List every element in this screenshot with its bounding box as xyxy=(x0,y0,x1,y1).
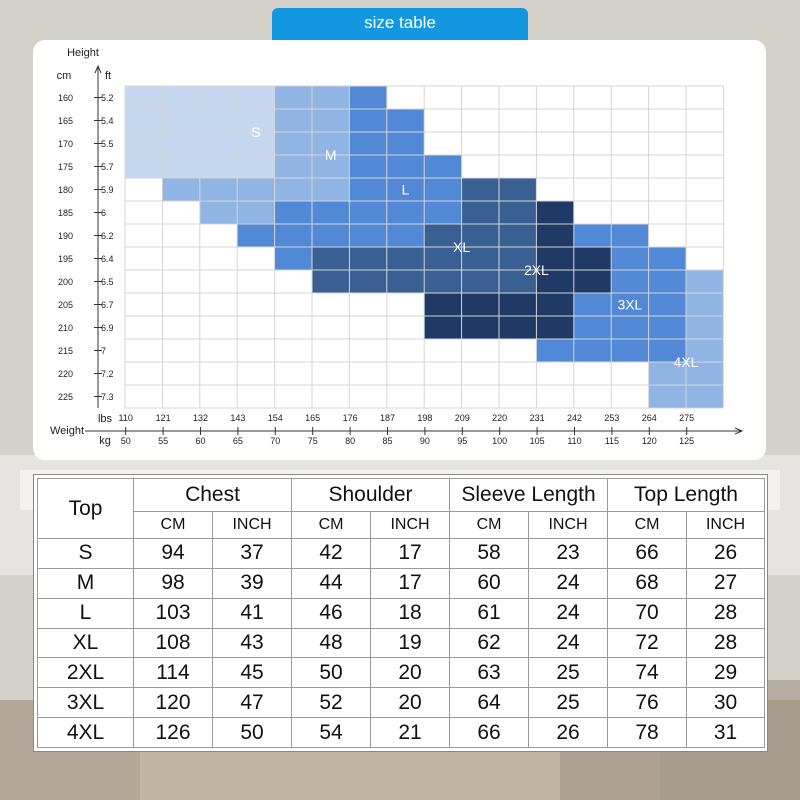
x-tick-label-kg: 125 xyxy=(679,436,695,446)
table-cell: 58 xyxy=(450,539,529,569)
region-cell-4xl xyxy=(686,316,723,339)
sleeve-cm-header: CM xyxy=(450,512,529,539)
region-cell-3xl xyxy=(611,247,648,270)
y-tick-label-cm: 185 xyxy=(57,208,73,218)
region-cell-2xl xyxy=(536,224,573,247)
region-cell-3xl xyxy=(574,316,611,339)
y-tick-label-ft: 6 xyxy=(101,208,107,218)
region-cell-m xyxy=(312,86,349,109)
table-cell: 27 xyxy=(687,568,765,598)
table-cell: 74 xyxy=(608,658,687,688)
table-cell: 78 xyxy=(608,718,687,748)
region-cell-l xyxy=(349,132,386,155)
table-cell: 25 xyxy=(529,658,608,688)
y-tick-label-ft: 7.2 xyxy=(101,369,114,379)
region-cell-3xl xyxy=(611,270,648,293)
x-tick-label-lbs: 143 xyxy=(230,413,246,423)
x-tick-label-kg: 120 xyxy=(641,436,657,446)
table-row xyxy=(38,598,765,628)
top-header: Top xyxy=(38,479,134,539)
region-cell-4xl xyxy=(649,385,686,408)
table-cell: 46 xyxy=(292,598,371,628)
table-cell: 41 xyxy=(213,598,292,628)
region-cell-4xl xyxy=(686,385,723,408)
region-cell-l xyxy=(275,224,312,247)
x-tick-label-lbs: 154 xyxy=(267,413,283,423)
region-cell-l xyxy=(387,155,424,178)
region-cell-m xyxy=(275,178,312,201)
region-cell-4xl xyxy=(686,270,723,293)
row-size-label: 3XL xyxy=(38,688,134,718)
table-cell: 66 xyxy=(608,539,687,569)
region-cell-l xyxy=(349,155,386,178)
region-cell-2xl xyxy=(574,270,611,293)
region-cell-2xl xyxy=(499,293,536,316)
row-size-label: L xyxy=(38,598,134,628)
region-cell-s xyxy=(162,86,199,109)
table-cell: 126 xyxy=(134,718,213,748)
y-tick-label-cm: 190 xyxy=(57,231,73,241)
table-row xyxy=(38,568,765,598)
table-cell: 24 xyxy=(529,628,608,658)
size-table-banner: size table xyxy=(272,8,528,40)
y-tick-label-cm: 200 xyxy=(57,277,73,287)
region-cell-2xl xyxy=(536,316,573,339)
table-cell: 48 xyxy=(292,628,371,658)
x-axis-unit-kg: kg xyxy=(99,435,111,447)
y-tick-label-cm: 225 xyxy=(57,392,73,402)
y-axis-unit-ft: ft xyxy=(104,70,112,82)
x-tick-label-kg: 95 xyxy=(457,436,468,446)
x-tick-label-lbs: 220 xyxy=(492,413,508,423)
y-tick-label-cm: 205 xyxy=(57,300,73,310)
size-label-4xl: 4XL xyxy=(673,354,699,370)
table-cell: 17 xyxy=(371,568,450,598)
y-tick-label-ft: 5.9 xyxy=(101,185,114,195)
y-tick-label-cm: 175 xyxy=(57,162,73,172)
region-cell-2xl xyxy=(424,293,461,316)
table-cell: 30 xyxy=(687,688,765,718)
region-cell-2xl xyxy=(424,316,461,339)
y-tick-label-ft: 7.3 xyxy=(101,392,114,402)
table-cell: 29 xyxy=(687,658,765,688)
y-tick-label-cm: 215 xyxy=(57,346,73,356)
region-cell-xl xyxy=(349,247,386,270)
y-tick-label-ft: 6.7 xyxy=(101,300,114,310)
region-cell-xl xyxy=(462,270,499,293)
table-cell: 64 xyxy=(450,688,529,718)
chest-cm-header: CM xyxy=(134,512,213,539)
region-cell-3xl xyxy=(574,293,611,316)
table-cell: 52 xyxy=(292,688,371,718)
region-cell-s xyxy=(237,86,274,109)
x-tick-label-lbs: 253 xyxy=(604,413,620,423)
region-cell-m xyxy=(312,178,349,201)
sleeve-length-header: Sleeve Length xyxy=(450,479,608,512)
region-cell-m xyxy=(162,178,199,201)
y-tick-label-ft: 5.4 xyxy=(101,116,114,126)
region-cell-m xyxy=(312,109,349,132)
y-tick-label-cm: 165 xyxy=(57,116,73,126)
table-cell: 43 xyxy=(213,628,292,658)
region-cell-s xyxy=(125,132,162,155)
table-cell: 31 xyxy=(687,718,765,748)
region-cell-s xyxy=(162,109,199,132)
region-cell-s xyxy=(200,155,237,178)
region-cell-2xl xyxy=(574,247,611,270)
table-cell: 50 xyxy=(213,718,292,748)
size-label-l: L xyxy=(401,181,410,198)
region-cell-l xyxy=(349,178,386,201)
region-cell-3xl xyxy=(649,270,686,293)
row-size-label: S xyxy=(38,539,134,569)
x-tick-label-kg: 70 xyxy=(270,436,281,446)
table-cell: 20 xyxy=(371,688,450,718)
x-tick-label-kg: 55 xyxy=(158,436,169,446)
table-cell: 63 xyxy=(450,658,529,688)
table-cell: 24 xyxy=(529,568,608,598)
x-tick-label-lbs: 176 xyxy=(342,413,358,423)
x-tick-label-lbs: 242 xyxy=(566,413,583,423)
region-cell-3xl xyxy=(649,247,686,270)
table-cell: 39 xyxy=(213,568,292,598)
region-cell-s xyxy=(162,132,199,155)
table-cell: 108 xyxy=(134,628,213,658)
size-label-m: M xyxy=(324,147,337,163)
region-cell-3xl xyxy=(611,224,648,247)
region-cell-m xyxy=(275,86,312,109)
table-cell: 28 xyxy=(687,628,765,658)
table-row xyxy=(38,658,765,688)
row-size-label: XL xyxy=(38,628,134,658)
region-cell-3xl xyxy=(536,339,573,362)
region-cell-l xyxy=(275,247,312,270)
x-tick-label-kg: 60 xyxy=(195,436,206,446)
table-cell: 23 xyxy=(529,539,608,569)
region-cell-l xyxy=(349,224,386,247)
table-cell: 76 xyxy=(608,688,687,718)
row-size-label: 2XL xyxy=(38,658,134,688)
region-cell-xl xyxy=(462,178,499,201)
table-row xyxy=(38,539,765,569)
x-tick-label-kg: 85 xyxy=(382,436,393,446)
region-cell-xl xyxy=(312,270,349,293)
region-cell-xl xyxy=(499,178,536,201)
size-label-3xl: 3XL xyxy=(617,296,643,313)
region-cell-l xyxy=(424,155,461,178)
region-cell-m xyxy=(237,178,274,201)
region-cell-3xl xyxy=(649,316,686,339)
region-cell-s xyxy=(125,155,162,178)
y-tick-label-ft: 6.9 xyxy=(101,323,114,333)
table-cell: 68 xyxy=(608,568,687,598)
y-tick-label-ft: 6.5 xyxy=(101,277,114,287)
table-cell: 54 xyxy=(292,718,371,748)
size-label-s: S xyxy=(251,124,261,140)
table-cell: 103 xyxy=(134,598,213,628)
shoulder-header: Shoulder xyxy=(292,479,450,512)
x-tick-label-kg: 65 xyxy=(232,436,243,446)
region-cell-m xyxy=(275,155,312,178)
x-tick-label-kg: 50 xyxy=(120,436,131,446)
size-chart xyxy=(33,40,766,460)
region-cell-s xyxy=(200,86,237,109)
region-cell-xl xyxy=(462,201,499,224)
chest-inch-header: INCH xyxy=(213,512,292,539)
y-tick-label-cm: 210 xyxy=(57,323,73,333)
y-tick-label-ft: 5.2 xyxy=(101,93,114,103)
region-cell-l xyxy=(387,132,424,155)
region-cell-l xyxy=(349,201,386,224)
size-table-card xyxy=(33,474,768,752)
size-table xyxy=(37,478,765,748)
y-tick-label-ft: 7 xyxy=(101,346,107,356)
region-cell-3xl xyxy=(574,339,611,362)
size-label-2xl: 2XL xyxy=(523,262,549,278)
region-cell-s xyxy=(125,109,162,132)
region-cell-xl xyxy=(387,247,424,270)
y-axis-unit-cm: cm xyxy=(56,70,72,82)
x-tick-label-kg: 110 xyxy=(567,436,582,446)
table-cell: 62 xyxy=(450,628,529,658)
shoulder-cm-header: CM xyxy=(292,512,371,539)
region-cell-2xl xyxy=(462,316,499,339)
table-cell: 17 xyxy=(371,539,450,569)
region-cell-m xyxy=(237,201,274,224)
table-row xyxy=(38,718,765,748)
y-tick-label-ft: 5.7 xyxy=(101,162,114,172)
table-cell: 47 xyxy=(213,688,292,718)
table-cell: 26 xyxy=(687,539,765,569)
table-row xyxy=(38,688,765,718)
x-tick-label-kg: 90 xyxy=(419,436,430,446)
region-cell-2xl xyxy=(462,293,499,316)
table-cell: 94 xyxy=(134,539,213,569)
region-cell-m xyxy=(275,132,312,155)
x-tick-label-lbs: 209 xyxy=(454,413,470,423)
x-tick-label-kg: 115 xyxy=(604,436,620,446)
region-cell-3xl xyxy=(574,224,611,247)
table-cell: 60 xyxy=(450,568,529,598)
x-tick-label-lbs: 198 xyxy=(417,413,433,423)
region-cell-s xyxy=(200,109,237,132)
region-cell-l xyxy=(387,224,424,247)
table-cell: 42 xyxy=(292,539,371,569)
y-tick-label-ft: 6.2 xyxy=(101,231,114,241)
row-size-label: M xyxy=(38,568,134,598)
y-tick-label-cm: 170 xyxy=(57,139,73,149)
table-cell: 18 xyxy=(371,598,450,628)
region-cell-l xyxy=(387,109,424,132)
chest-header: Chest xyxy=(134,479,292,512)
region-cell-m xyxy=(275,109,312,132)
table-row xyxy=(38,628,765,658)
table-cell: 25 xyxy=(529,688,608,718)
table-cell: 24 xyxy=(529,598,608,628)
region-cell-m xyxy=(200,178,237,201)
x-tick-label-lbs: 165 xyxy=(305,413,321,423)
x-tick-label-kg: 105 xyxy=(529,436,545,446)
x-tick-label-lbs: 275 xyxy=(679,413,695,423)
region-cell-l xyxy=(387,201,424,224)
region-cell-xl xyxy=(312,247,349,270)
table-cell: 19 xyxy=(371,628,450,658)
region-cell-xl xyxy=(499,224,536,247)
region-cell-xl xyxy=(349,270,386,293)
region-cell-l xyxy=(424,201,461,224)
table-cell: 20 xyxy=(371,658,450,688)
table-cell: 114 xyxy=(134,658,213,688)
table-cell: 45 xyxy=(213,658,292,688)
table-cell: 28 xyxy=(687,598,765,628)
region-cell-l xyxy=(424,178,461,201)
region-cell-2xl xyxy=(499,316,536,339)
region-cell-s xyxy=(125,86,162,109)
table-cell: 98 xyxy=(134,568,213,598)
table-cell: 66 xyxy=(450,718,529,748)
region-cell-xl xyxy=(424,270,461,293)
table-cell: 72 xyxy=(608,628,687,658)
region-cell-l xyxy=(312,224,349,247)
top-length-header: Top Length xyxy=(608,479,765,512)
region-cell-s xyxy=(200,132,237,155)
y-tick-label-cm: 220 xyxy=(57,369,73,379)
region-cell-xl xyxy=(387,270,424,293)
table-cell: 70 xyxy=(608,598,687,628)
x-tick-label-lbs: 187 xyxy=(379,413,396,423)
table-cell: 37 xyxy=(213,539,292,569)
x-tick-label-lbs: 121 xyxy=(155,413,171,423)
x-tick-label-lbs: 132 xyxy=(192,413,209,423)
y-tick-label-ft: 5.5 xyxy=(101,139,114,149)
sleeve-inch-header: INCH xyxy=(529,512,608,539)
region-cell-3xl xyxy=(611,316,648,339)
top-length-inch-header: INCH xyxy=(687,512,765,539)
region-cell-m xyxy=(200,201,237,224)
shoulder-inch-header: INCH xyxy=(371,512,450,539)
x-tick-label-kg: 100 xyxy=(492,436,508,446)
size-label-xl: XL xyxy=(453,239,471,255)
y-tick-label-cm: 195 xyxy=(57,254,73,264)
region-cell-2xl xyxy=(536,293,573,316)
table-cell: 44 xyxy=(292,568,371,598)
x-tick-label-kg: 75 xyxy=(307,436,318,446)
table-cell: 26 xyxy=(529,718,608,748)
region-cell-l xyxy=(312,201,349,224)
region-cell-l xyxy=(349,109,386,132)
region-cell-l xyxy=(275,201,312,224)
x-tick-label-lbs: 264 xyxy=(641,413,657,423)
region-cell-2xl xyxy=(536,201,573,224)
table-cell: 50 xyxy=(292,658,371,688)
x-axis-unit-lbs: lbs xyxy=(97,413,113,425)
y-axis-title: Height xyxy=(67,47,99,59)
region-cell-xl xyxy=(499,201,536,224)
region-cell-4xl xyxy=(686,293,723,316)
region-cell-s xyxy=(162,155,199,178)
region-cell-s xyxy=(237,155,274,178)
region-cell-l xyxy=(237,224,274,247)
x-tick-label-kg: 80 xyxy=(345,436,356,446)
x-tick-label-lbs: 231 xyxy=(529,413,545,423)
table-cell: 21 xyxy=(371,718,450,748)
x-tick-label-lbs: 110 xyxy=(118,413,133,423)
row-size-label: 4XL xyxy=(38,718,134,748)
region-cell-3xl xyxy=(611,339,648,362)
x-axis-title: Weight xyxy=(49,425,85,437)
size-chart-card xyxy=(33,40,766,460)
top-length-cm-header: CM xyxy=(608,512,687,539)
region-cell-l xyxy=(349,86,386,109)
y-tick-label-ft: 6.4 xyxy=(101,254,114,264)
region-cell-3xl xyxy=(649,293,686,316)
y-tick-label-cm: 180 xyxy=(57,185,73,195)
y-tick-label-cm: 160 xyxy=(57,93,73,103)
table-cell: 61 xyxy=(450,598,529,628)
table-cell: 120 xyxy=(134,688,213,718)
